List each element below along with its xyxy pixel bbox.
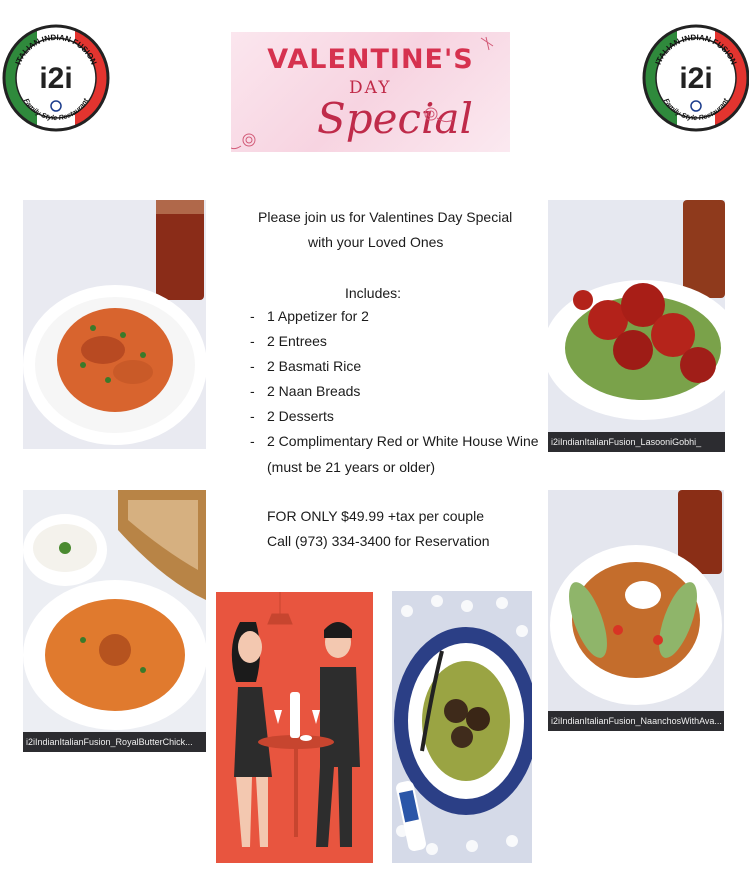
list-item: - 2 Entrees	[250, 333, 327, 349]
couple-illustration	[216, 592, 373, 863]
list-item: - 2 Basmati Rice	[250, 358, 362, 374]
logo-name: i2i	[679, 62, 713, 95]
included-items-list	[250, 304, 540, 454]
rose-decoration-icon	[231, 32, 510, 152]
list-item-label: 2 Entrees	[267, 333, 327, 349]
butter-chicken-photo	[23, 490, 206, 752]
list-item: - 2 Complimentary Red or White House Wine	[250, 433, 539, 449]
photo-caption: i2iIndianItalianFusion_NaanchosWithAva...	[548, 711, 724, 731]
intro-line-1: Please join us for Valentines Day Special	[258, 209, 513, 225]
restaurant-logo-right	[640, 22, 749, 134]
list-item-label: 2 Desserts	[267, 408, 334, 424]
photo-caption: i2iIndianItalianFusion_RoyalButterChick...	[23, 732, 206, 752]
list-item-label: 2 Complimentary Red or White House Wine	[267, 433, 539, 449]
price-line: FOR ONLY $49.99 +tax per couple	[267, 508, 484, 524]
pasta-dish-photo	[23, 200, 206, 449]
list-item-label: 2 Basmati Rice	[267, 358, 362, 374]
restaurant-logo-left	[0, 22, 112, 134]
naanchos-photo	[548, 490, 724, 731]
intro-line-2: with your Loved Ones	[308, 234, 444, 250]
photo-caption: i2iIndianItalianFusion_LasooniGobhi_	[548, 432, 725, 452]
logo-name: i2i	[39, 62, 73, 95]
logo-bottom-text: Family Style Restaurant	[22, 97, 90, 123]
logo-top-text: ITALIAN INDIAN FUSION	[13, 32, 99, 67]
logo-top-text: ITALIAN INDIAN FUSION	[653, 32, 739, 67]
list-item-label: 1 Appetizer for 2	[267, 308, 369, 324]
banner-line3: Special	[317, 94, 473, 143]
banner-line2: DAY	[349, 78, 392, 98]
list-item: - 2 Desserts	[250, 408, 334, 424]
list-item-label: 2 Naan Breads	[267, 383, 361, 399]
age-note: (must be 21 years or older)	[267, 459, 436, 475]
reservation-call-line: Call (973) 334-3400 for Reservation	[267, 533, 490, 549]
valentines-banner	[231, 32, 510, 152]
logo-bottom-text: Family Style Restaurant	[662, 97, 730, 123]
dessert-plate-photo	[392, 591, 532, 863]
list-item: - 1 Appetizer for 2	[250, 308, 369, 324]
lasooni-gobhi-photo	[548, 200, 725, 452]
banner-line1: VALENTINE'S	[267, 44, 474, 75]
includes-heading: Includes:	[345, 285, 402, 301]
list-item: - 2 Naan Breads	[250, 383, 361, 399]
